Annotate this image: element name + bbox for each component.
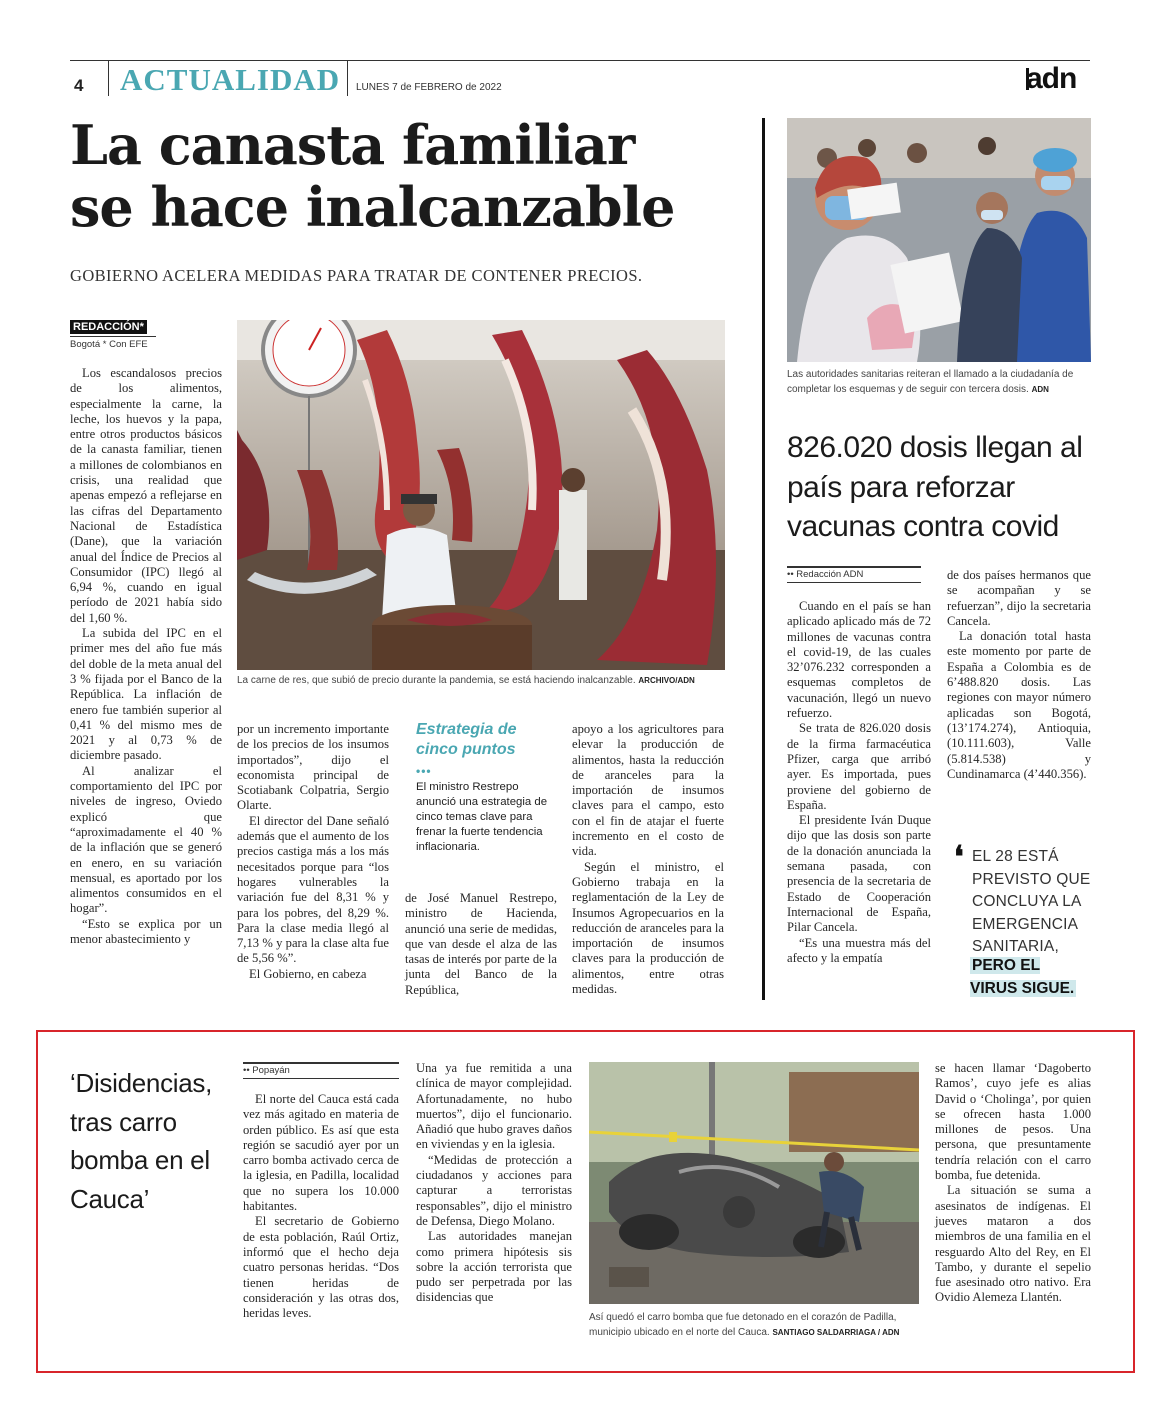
paragraph: por un incremento importante de los precios de los insumos importados”, dijo el economista principal de Scotiabank Colpatria, Sergio Olarte. <box>237 722 389 813</box>
main-byline-location: Bogotá * Con EFE <box>70 336 156 350</box>
main-byline: REDACCIÓN* <box>70 320 147 334</box>
paragraph: La situación se suma a asesinatos de indígenas. El jueves mataron a dos miembros de una familia en el resguardo Alto del Rey, en El Tambo, y durante el sepelio fue asesinado otro nativo. Era Ovidio Alemeza Llantén. <box>935 1183 1091 1305</box>
main-headline <box>70 114 750 238</box>
paragraph: Una ya fue remitida a una clínica de mayor complejidad. Afortunadamente, no hubo muertos”, dijo el funcionario. Añadió que hubo graves daños en viviendas y en la iglesia. <box>416 1061 572 1152</box>
section-title: ACTUALIDAD <box>120 62 341 97</box>
vaccination-photo <box>787 118 1091 362</box>
paragraph: Cuando en el país se han aplicado aplicado más de 72 millones de vacunas contra el covid-19, de las cuales 32’076.232 corresponden a esquemas completos de vacunación, llegó un nuevo refuerzo. <box>787 599 931 721</box>
main-column-4 <box>572 722 724 997</box>
paragraph: La donación total hasta este momento por parte de España a Colombia es de 6’488.820 dosis. Las regiones con mayor número aplicadas son Bogotá, (13’174.274), Antioquia, (10.111.603), Valle (5.814.538) y Cundinamarca (4’440.356). <box>947 629 1091 781</box>
vaccine-headline: 826.020 dosis llegan al país para reforzar vacunas contra covid <box>787 431 1083 543</box>
paragraph: Al analizar el comportamiento del IPC por niveles de ingreso, Oviedo explicó que “aproximadamente el 40 % de la inflación que se generó en enero, en su variación mensual, es aportado por los alimentos consumidos en el hogar”. <box>70 763 222 916</box>
car-bomb-illustration <box>589 1062 919 1304</box>
cauca-column-1 <box>243 1092 399 1321</box>
paragraph: “Es una muestra más del afecto y la empatía <box>787 935 931 965</box>
paragraph: El norte del Cauca está cada vez más agitado en materia de orden público. Es así que esta región se sacudió ayer por un carro bomba activado cerca de la iglesia, en Padilla, localidad que no supera los 10.000 habitantes. <box>243 1092 399 1214</box>
main-column-1 <box>70 366 222 947</box>
paragraph: Según el ministro, el Gobierno trabaja en la reglamentación de la Ley de Insumos Agropecuarios en la reducción de aranceles para la importación de insumos claves para la producción de alimentos, entre otras medidas. <box>572 859 724 997</box>
main-headline-line: La canasta familiar <box>70 113 635 177</box>
photo-credit: ADN <box>1031 385 1049 394</box>
paragraph: Se trata de 826.020 dosis de la firma farmacéutica Pfizer, carga que arribó ayer. Es importada, pues proviene del gobierno de España. <box>787 721 931 812</box>
cauca-column-3 <box>935 1061 1091 1306</box>
meat-photo-caption <box>237 675 725 686</box>
meat-market-photo <box>237 320 725 670</box>
caption-text: La carne de res, que subió de precio durante la pandemia, se está haciendo inalcanzable. <box>237 675 636 686</box>
paragraph: Las autoridades manejan como primera hipótesis sis sobre la acción terrorista que pudo ser perpetrada por las disidencias que <box>416 1229 572 1305</box>
vaccination-illustration <box>787 118 1091 362</box>
paragraph: “Esto se explica por un menor abastecimiento y <box>70 916 222 946</box>
cauca-byline: •• Popayán <box>243 1062 399 1079</box>
paragraph: La subida del IPC en el primer mes del año fue más del doble de la meta anual del 3 % fijada por el Banco de la República. La inflación de enero fue también superior al 0,41 % del mismo mes de 2021 y al 0,73 % de diciembre pasado. <box>70 626 222 763</box>
logo: adn <box>1026 62 1077 95</box>
paragraph: El director del Dane señaló además que el aumento de los precios castiga más a los más necesitados porque para “los hogares vulnerables la variación fue del 8,31 % y para los pobres, del 8,29 %. Para la clase media llegó al 7,13 % y para la clase alta fue de 5,56 %”. <box>237 813 389 966</box>
car-bomb-photo <box>589 1062 919 1304</box>
pullquote: EL 28 ESTÁ PREVISTO QUE CONCLUYA LA EMERGENCIA SANITARIA, <box>972 848 1091 955</box>
pullquote-highlight-text: PERO EL VIRUS SIGUE. <box>970 957 1075 997</box>
photo-credit: ARCHIVO/ADN <box>638 676 695 685</box>
pullquote-highlight <box>970 954 1090 1000</box>
paragraph: El Gobierno, en cabeza <box>249 966 367 981</box>
header-date: LUNES 7 de FEBRERO de 2022 <box>356 82 502 93</box>
main-column-2 <box>237 722 389 982</box>
vaccine-column-2 <box>947 568 1091 782</box>
column-divider <box>762 118 765 1000</box>
paragraph: apoyo a los agricultores para elevar la producción de alimentos, hasta la reducción de aranceles para la importación de insumos claves para el campo, esto con el fin de atajar el fuerte incremento en el costo de vida. <box>572 722 724 859</box>
sidebar-dots: ••• <box>416 764 432 778</box>
quote-mark-icon: ❛ <box>954 841 964 874</box>
page-number: 4 <box>74 76 84 95</box>
header-rule <box>70 60 1090 61</box>
main-column-3 <box>405 891 557 998</box>
caption-text: Así quedó el carro bomba que fue detonado en el corazón de Padilla, municipio ubicado en el norte del Cauca. <box>589 1312 897 1338</box>
paragraph: Los escandalosos precios de los alimentos, especialmente la carne, la leche, los huevos y la papa, entre otros productos básicos de la canasta familiar, tienen a millones de colombianos en crisis, una realidad que apenas empezó a reflejarse en las cifras del Departamento Nacional de Estadística (Dane), que la variación anual del Índice de Precios al Consumidor (IPC) llegó al 6,94 %, cuando en igual período de 2021 había sido del 1,60 %. <box>70 366 222 625</box>
paragraph: “Medidas de protección a ciudadanos y acciones para capturar a terroristas responsables”, dijo el ministro de Defensa, Diego Molano. <box>416 1152 572 1228</box>
photo-credit: SANTIAGO SALDARRIAGA / ADN <box>772 1328 900 1337</box>
sidebar-title: Estrategia de cinco puntos <box>416 721 517 758</box>
header-divider <box>108 60 109 96</box>
vaccine-column-1 <box>787 599 931 966</box>
paragraph: de dos países hermanos que se acompañan y se refuerzan”, dijo la secretaria Cancela. <box>947 568 1091 628</box>
sidebar-text: El ministro Restrepo anunció una estrategia de cinco temas clave para frenar la fuerte tendencia inflacionaria. <box>416 781 548 853</box>
paragraph: El secretario de Gobierno de esta población, Raúl Ortiz, informó que el hecho deja cuatro personas heridas. “Dos tienen heridas de consideración y las otras dos, heridas leves. <box>243 1214 399 1321</box>
paragraph: se hacen llamar ‘Dagoberto Ramos’, cuyo jefe es alias David o ‘Cholinga’, por quien se ofrecen hasta 1.000 millones de pesos. Una persona, que presuntamente tendría relación con el carro bomba, fue detenida. <box>935 1061 1091 1183</box>
header-divider <box>347 60 348 96</box>
paragraph: El presidente Iván Duque dijo que las dosis son parte de la donación anunciada la semana pasada, con presencia de la secretaria de Estado de Cooperación Internacional de España, Pilar Cancela. <box>787 813 931 935</box>
main-subhead: GOBIERNO ACELERA MEDIDAS PARA TRATAR DE CONTENER PRECIOS. <box>70 266 643 285</box>
meat-market-illustration <box>237 320 725 670</box>
car-bomb-photo-caption <box>589 1310 919 1340</box>
paragraph: de José Manuel Restrepo, ministro de Hacienda, anunció una serie de medidas, que van desde el alza de las tasas de interés por parte de la junta del Banco de la República, <box>405 891 557 997</box>
vaccination-photo-caption <box>787 367 1091 397</box>
vaccine-byline: •• Redacción ADN <box>787 566 921 583</box>
main-headline-line: se hace inalcanzable <box>70 175 675 239</box>
cauca-column-2 <box>416 1061 572 1306</box>
cauca-headline: ‘Disidencias, tras carro bomba en el Cauca’ <box>70 1068 213 1214</box>
caption-text: Las autoridades sanitarias reiteran el llamado a la ciudadanía de completar los esquemas y de seguir con tercera dosis. <box>787 369 1074 395</box>
